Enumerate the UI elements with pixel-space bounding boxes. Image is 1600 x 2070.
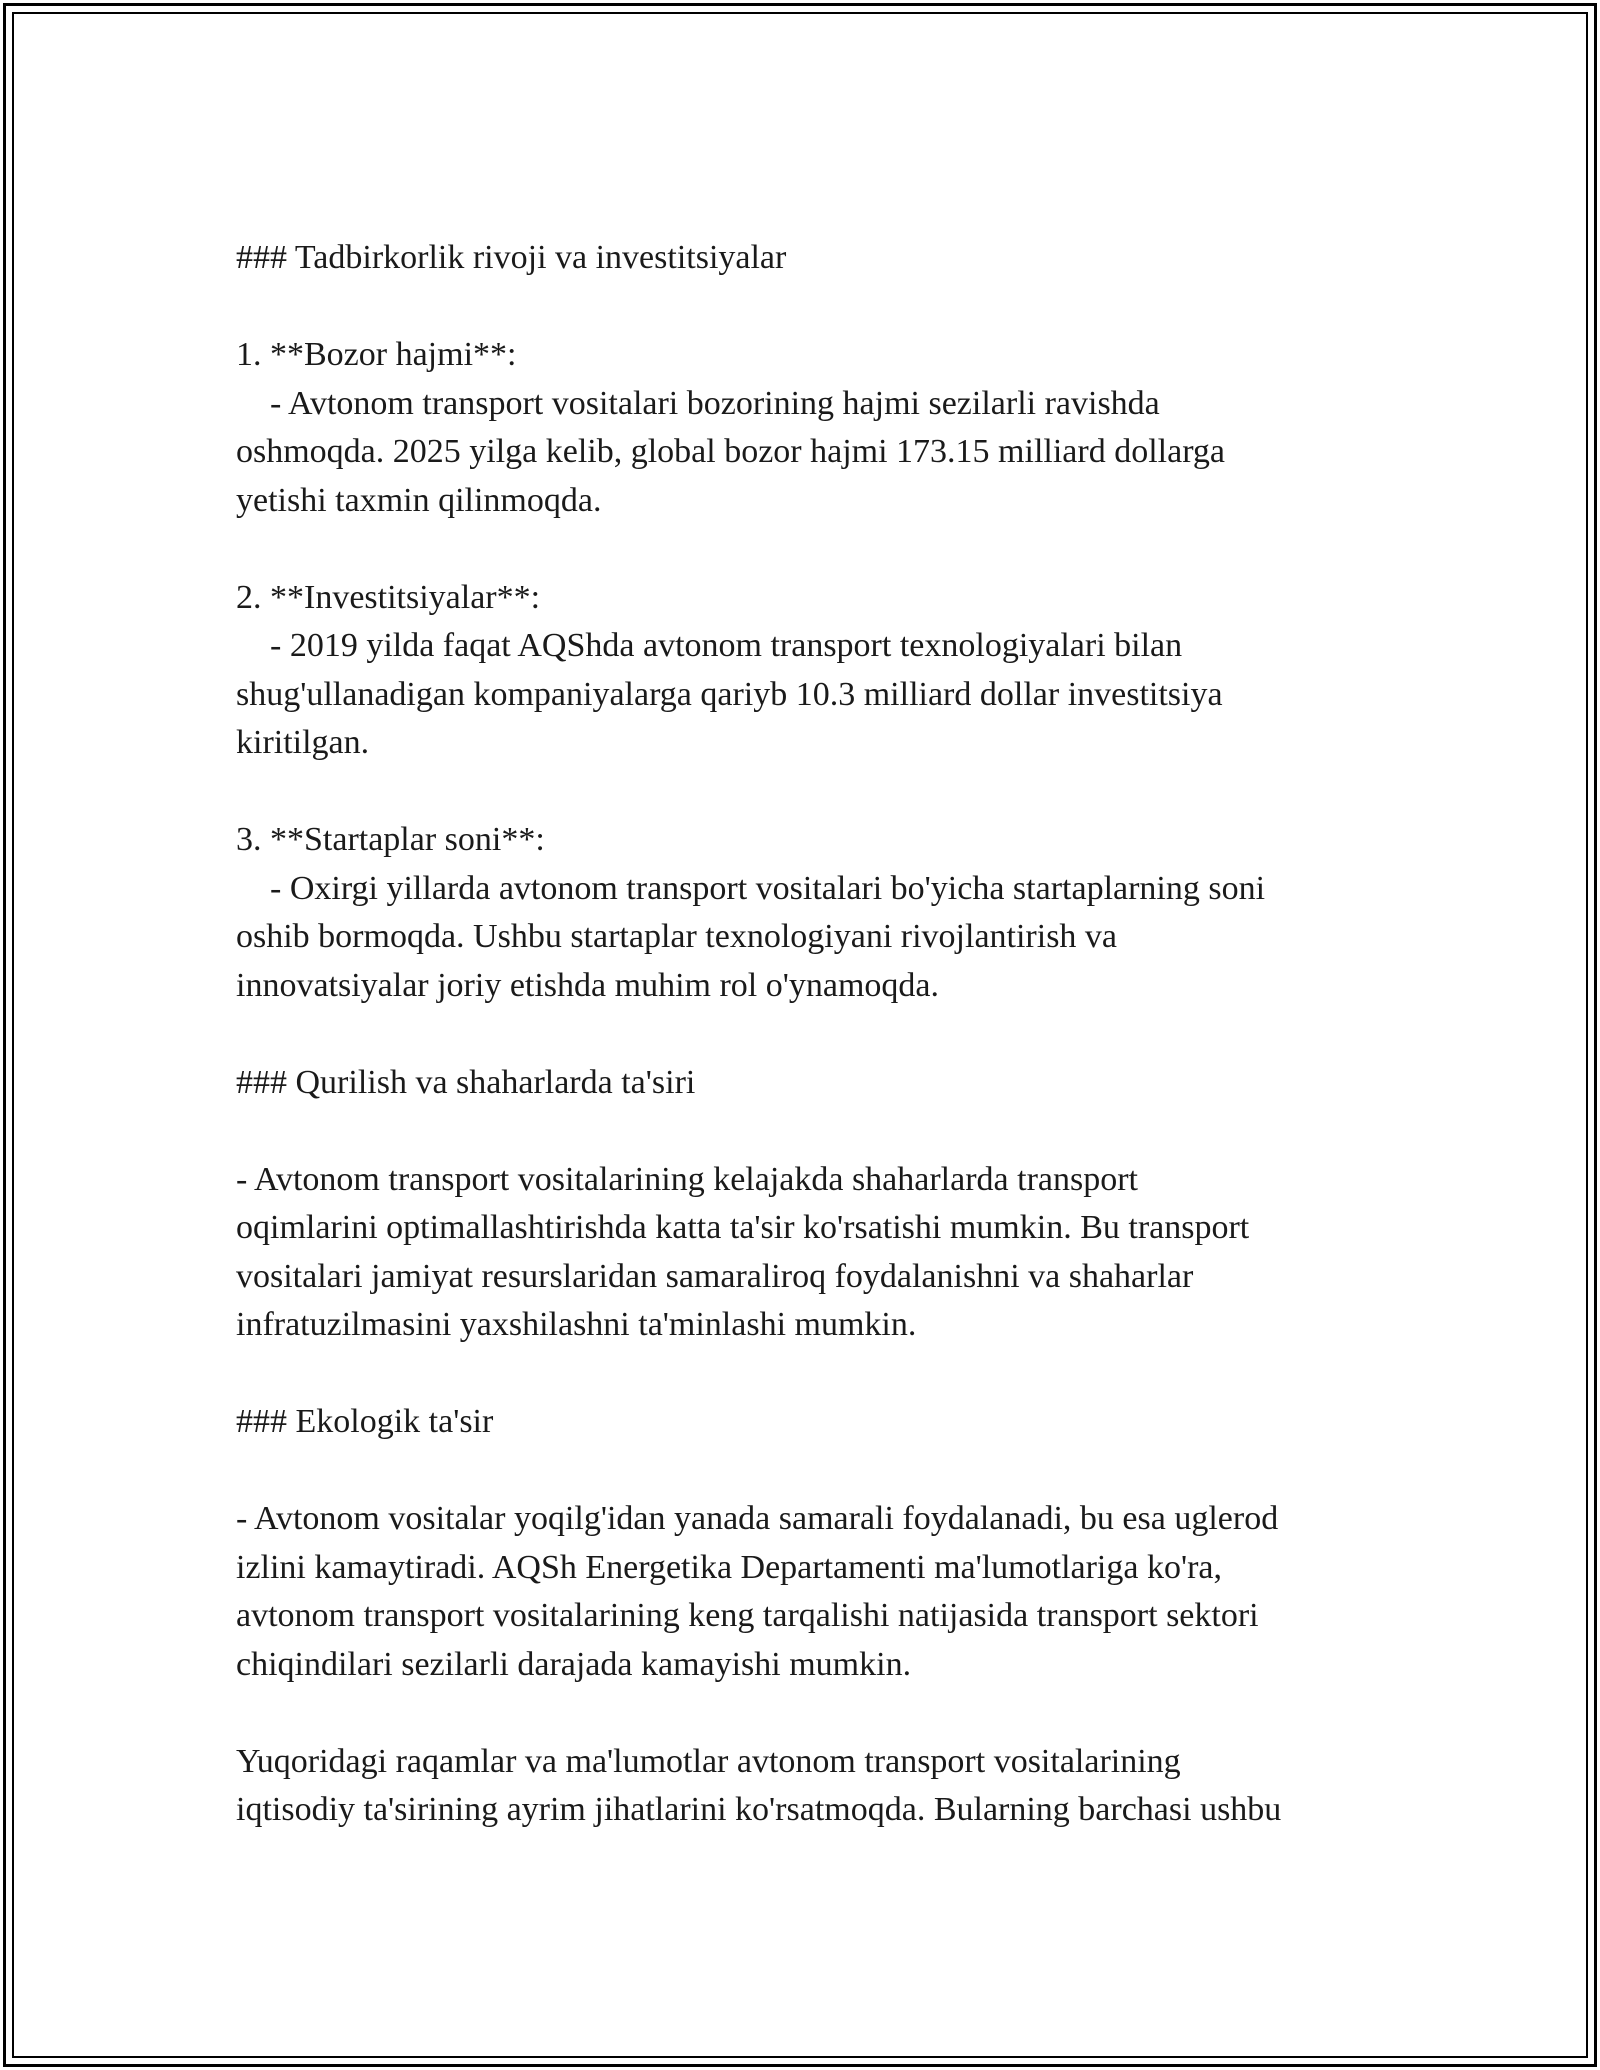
paragraph-line: izlini kamaytiradi. AQSh Energetika Departamenti ma'lumotlariga ko'ra,	[236, 1548, 1222, 1586]
section-heading-business: ### Tadbirkorlik rivoji va investitsiyalar	[236, 239, 787, 276]
blank-line	[236, 768, 1386, 817]
list-item-market-size-title: 1. **Bozor hajmi**:	[236, 336, 517, 373]
blank-line	[236, 1350, 1386, 1399]
section-heading-ecological-impact: ### Ekologik ta'sir	[236, 1403, 494, 1440]
paragraph-line: vositalari jamiyat resurslaridan samaraliroq foydalanishni va shaharlar	[236, 1257, 1194, 1295]
paragraph-line: - Avtonom vositalar yoqilg'idan yanada samarali foydalanadi, bu esa uglerod	[236, 1500, 1279, 1537]
paragraph-line: oshib bormoqda. Ushbu startaplar texnologiyani rivojlantirish va	[236, 918, 1118, 955]
paragraph-line: chiqindilari sezilarli darajada kamayishi mumkin.	[236, 1645, 912, 1683]
list-item-investments-title: 2. **Investitsiyalar**:	[236, 578, 541, 616]
paragraph-line: infratuzilmasini yaxshilashni ta'minlashi mumkin.	[236, 1306, 917, 1343]
paragraph-line: - Avtonom transport vositalarining kelajakda shaharlarda transport	[236, 1160, 1138, 1198]
paragraph-line: iqtisodiy ta'sirining ayrim jihatlarini ko'rsatmoqda. Bularning barchasi ushbu	[236, 1791, 1282, 1828]
list-item-startups-title: 3. **Startaplar soni**:	[236, 821, 545, 858]
blank-line	[236, 1689, 1386, 1738]
blank-line	[236, 1010, 1386, 1059]
document-body	[236, 234, 1386, 1835]
section-heading-urban-impact: ### Qurilish va shaharlarda ta'siri	[236, 1063, 696, 1101]
paragraph-line: kiritilgan.	[236, 724, 370, 761]
paragraph-line: innovatsiyalar joriy etishda muhim rol o'ynamoqda.	[236, 966, 939, 1004]
paragraph-line: - Oxirgi yillarda avtonom transport vositalari bo'yicha startaplarning soni	[236, 869, 1266, 907]
paragraph-line: - Avtonom transport vositalari bozorining hajmi sezilarli ravishda	[236, 384, 1160, 422]
paragraph-line: oshmoqda. 2025 yilga kelib, global bozor hajmi 173.15 milliard dollarga	[236, 433, 1225, 470]
paragraph-line: avtonom transport vositalarining keng tarqalishi natijasida transport sektori	[236, 1597, 1259, 1634]
blank-line	[236, 1447, 1386, 1496]
paragraph-line: - 2019 yilda faqat AQShda avtonom transport texnologiyalari bilan	[236, 627, 1183, 664]
paragraph-line: Yuqoridagi raqamlar va ma'lumotlar avtonom transport vositalarining	[236, 1742, 1181, 1780]
blank-line	[236, 525, 1386, 574]
blank-line	[236, 1107, 1386, 1156]
blank-line	[236, 283, 1386, 332]
paragraph-line: oqimlarini optimallashtirishda katta ta'sir ko'rsatishi mumkin. Bu transport	[236, 1209, 1250, 1246]
paragraph-line: shug'ullanadigan kompaniyalarga qariyb 10.3 milliard dollar investitsiya	[236, 675, 1223, 713]
paragraph-line: yetishi taxmin qilinmoqda.	[236, 481, 602, 519]
